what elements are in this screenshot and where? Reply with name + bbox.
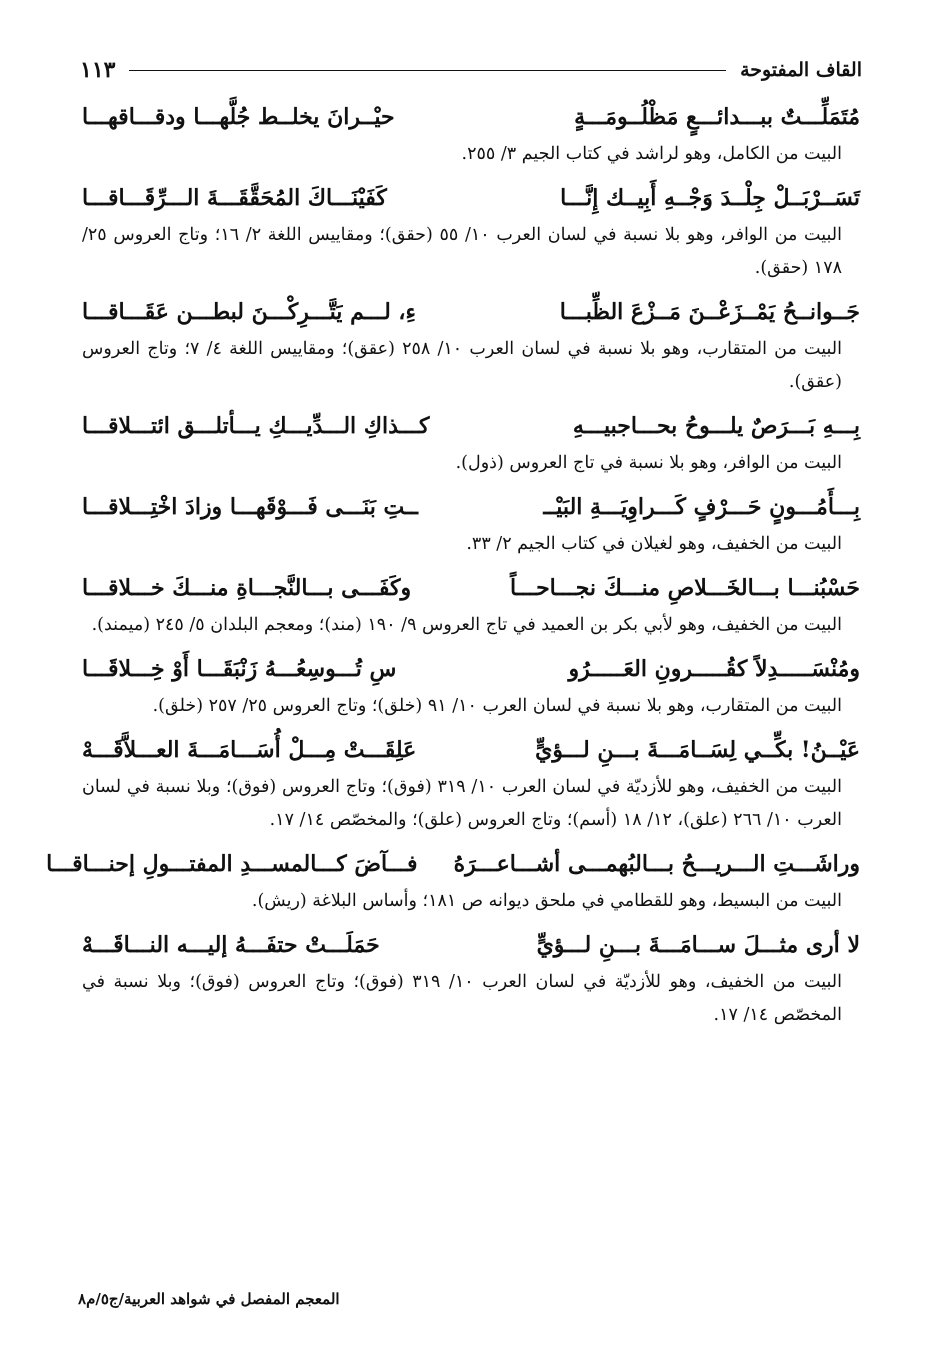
second-hemistich: عَلِقَـــتْ مِـــلْ أُسَـــامَـــةَ العـــلاَّقَـــهْ — [82, 737, 417, 763]
verse-note: البيت من المتقارب، وهو بلا نسبة في لسان العرب ١٠/ ٢٥٨ (عقق)؛ ومقاييس اللغة ٤/ ٧؛ وتاج العروس (عقق). — [82, 339, 842, 392]
first-hemistich: لا أرى مثـــلَ ســـامَـــةَ بـــنِ لـــؤيٍّ — [536, 932, 860, 958]
verse-note: البيت من البسيط، وهو للقطامي في ملحق ديوانه ص ١٨١؛ وأساس البلاغة (ريش). — [251, 891, 842, 911]
header-rule — [129, 70, 726, 71]
verse-entry — [82, 486, 860, 561]
verse-entry — [82, 291, 860, 399]
first-hemistich: حَسْبُنـــا بـــالخَـــلاصِ منـــكَ نجـــاحـــاً — [510, 575, 860, 601]
verse-line — [46, 843, 860, 885]
verse-note: البيت من الوافر، وهو بلا نسبة في لسان العرب ١٠/ ٥٥ (حقق)؛ ومقاييس اللغة ٢/ ١٦؛ وتاج العروس ٢٥/ ١٧٨ (حقق). — [82, 225, 842, 278]
first-hemistich: ومُنْسَـــــدِلاً كقُـــــرونِ العَـــــرُو — [568, 656, 860, 682]
verse-note: البيت من المتقارب، وهو بلا نسبة في لسان العرب ١٠/ ٩١ (خلق)؛ وتاج العروس ٢٥/ ٢٥٧ (خلق). — [152, 696, 842, 716]
verse-entry — [82, 405, 860, 480]
page-footer-signature: المعجم المفصل في شواهد العربية/ج٥/م٨ — [78, 1290, 340, 1308]
verse-line — [82, 486, 860, 528]
first-hemistich: بِـــهِ بَـــرَصٌ يلـــوحُ بحـــاجبيـــهِ — [572, 413, 860, 439]
page-header — [80, 52, 862, 88]
first-hemistich: بِـــأَمُـــونٍ حَـــرْفٍ كَـــراوِيَـــةِ البَيْــ — [543, 494, 860, 520]
verse-line — [82, 405, 860, 447]
second-hemistich: كَفَيْنَـــاكَ المُحَقَّقَـــةَ الـــرِّقَـــاقـــا — [82, 185, 387, 211]
verse-entry — [82, 729, 860, 837]
verse-line — [82, 567, 860, 609]
running-head: القاف المفتوحة — [740, 59, 862, 81]
verse-note: البيت من الخفيف، وهو للأزديّة في لسان العرب ١٠/ ٣١٩ (فوق)؛ وتاج العروس (فوق)؛ وبلا نسبة في المخصّص ١٤/ ١٧. — [82, 972, 842, 1025]
verse-note: البيت من الخفيف، وهو لأبي بكر بن العميد في تاج العروس ٩/ ١٩٠ (مند)؛ ومعجم البلدان ٥/ ٢٤٥ (ميمند). — [91, 615, 842, 635]
verse-note: البيت من الخفيف، وهو لغيلان في كتاب الجيم ٢/ ٣٣. — [466, 534, 842, 554]
verse-note: البيت من الخفيف، وهو للأزديّة في لسان العرب ١٠/ ٣١٩ (فوق)؛ وتاج العروس (فوق)؛ وبلا نسبة في لسان العرب ١٠/ ٢٦٦ (علق)، ١٢/ ١٨ (أسم)؛ وتاج العروس (علق)؛ والمخصّص ١٤/ ١٧. — [82, 777, 842, 830]
verse-list — [46, 96, 860, 1038]
verse-line — [82, 924, 860, 966]
second-hemistich: حَمَلَـــتْ حتفَـــهُ إليـــه النـــاقَـــهْ — [82, 932, 380, 958]
second-hemistich: كـــذاكِ الـــدِّيـــكِ يـــأتلـــق ائتـــلاقـــا — [82, 413, 430, 439]
verse-entry — [46, 843, 860, 918]
page-number: ١١٣ — [80, 57, 116, 83]
second-hemistich: وكَفَـــى بـــالنَّجـــاةِ منـــكَ خـــلاقـــا — [82, 575, 412, 601]
second-hemistich: ءِ، لـــم يَتَّـــرِكْـــنَ لبطـــن عَقَـــاقـــا — [82, 299, 416, 325]
second-hemistich: فـــآضَ كـــالمســـدِ المفتـــولِ إحنـــاقـــا — [46, 851, 418, 877]
verse-line — [82, 729, 860, 771]
first-hemistich: مُتَمَلِّـــتٌ ببـــدائـــعٍ مَظْلُــومَـــةٍ — [574, 104, 860, 130]
verse-line — [82, 177, 860, 219]
first-hemistich: تَسَــرْبَــلْ جِلْــدَ وَجْــهِ أَبِيــك إِنَّـــا — [560, 185, 860, 211]
second-hemistich: سِ تُـــوسِعُـــهُ زَنْبَقَـــا أَوْ خِـــلاقَـــا — [82, 656, 397, 682]
verse-entry — [82, 96, 860, 171]
first-hemistich: جَــوانــحُ يَمْــزَعْــنَ مَــزْعَ الظِّبـــا — [559, 299, 860, 325]
verse-note: البيت من الوافر، وهو بلا نسبة في تاج العروس (ذول). — [455, 453, 842, 473]
verse-line — [82, 291, 860, 333]
verse-entry — [82, 924, 860, 1032]
verse-entry — [82, 177, 860, 285]
second-hemistich: حيْــرانَ يخلــط جُلَّهـــا ودقـــاقهـــا — [82, 104, 395, 130]
verse-note: البيت من الكامل، وهو لراشد في كتاب الجيم ٣/ ٢٥٥. — [461, 144, 842, 164]
verse-entry — [82, 648, 860, 723]
first-hemistich: وراشَـــتِ الـــريـــحُ بـــالبُهمـــى أشـــاعـــرَهُ — [453, 851, 860, 877]
verse-line — [82, 648, 860, 690]
verse-entry — [82, 567, 860, 642]
first-hemistich: عَيْــنُ! بكِّــي لِسَــامَـــةَ بـــنِ لـــؤيٍّ — [535, 737, 860, 763]
second-hemistich: ــتِ بَنَـــى فَـــوْقَهـــا وزادَ اخْتِـــلاقـــا — [82, 494, 419, 520]
verse-line — [82, 96, 860, 138]
